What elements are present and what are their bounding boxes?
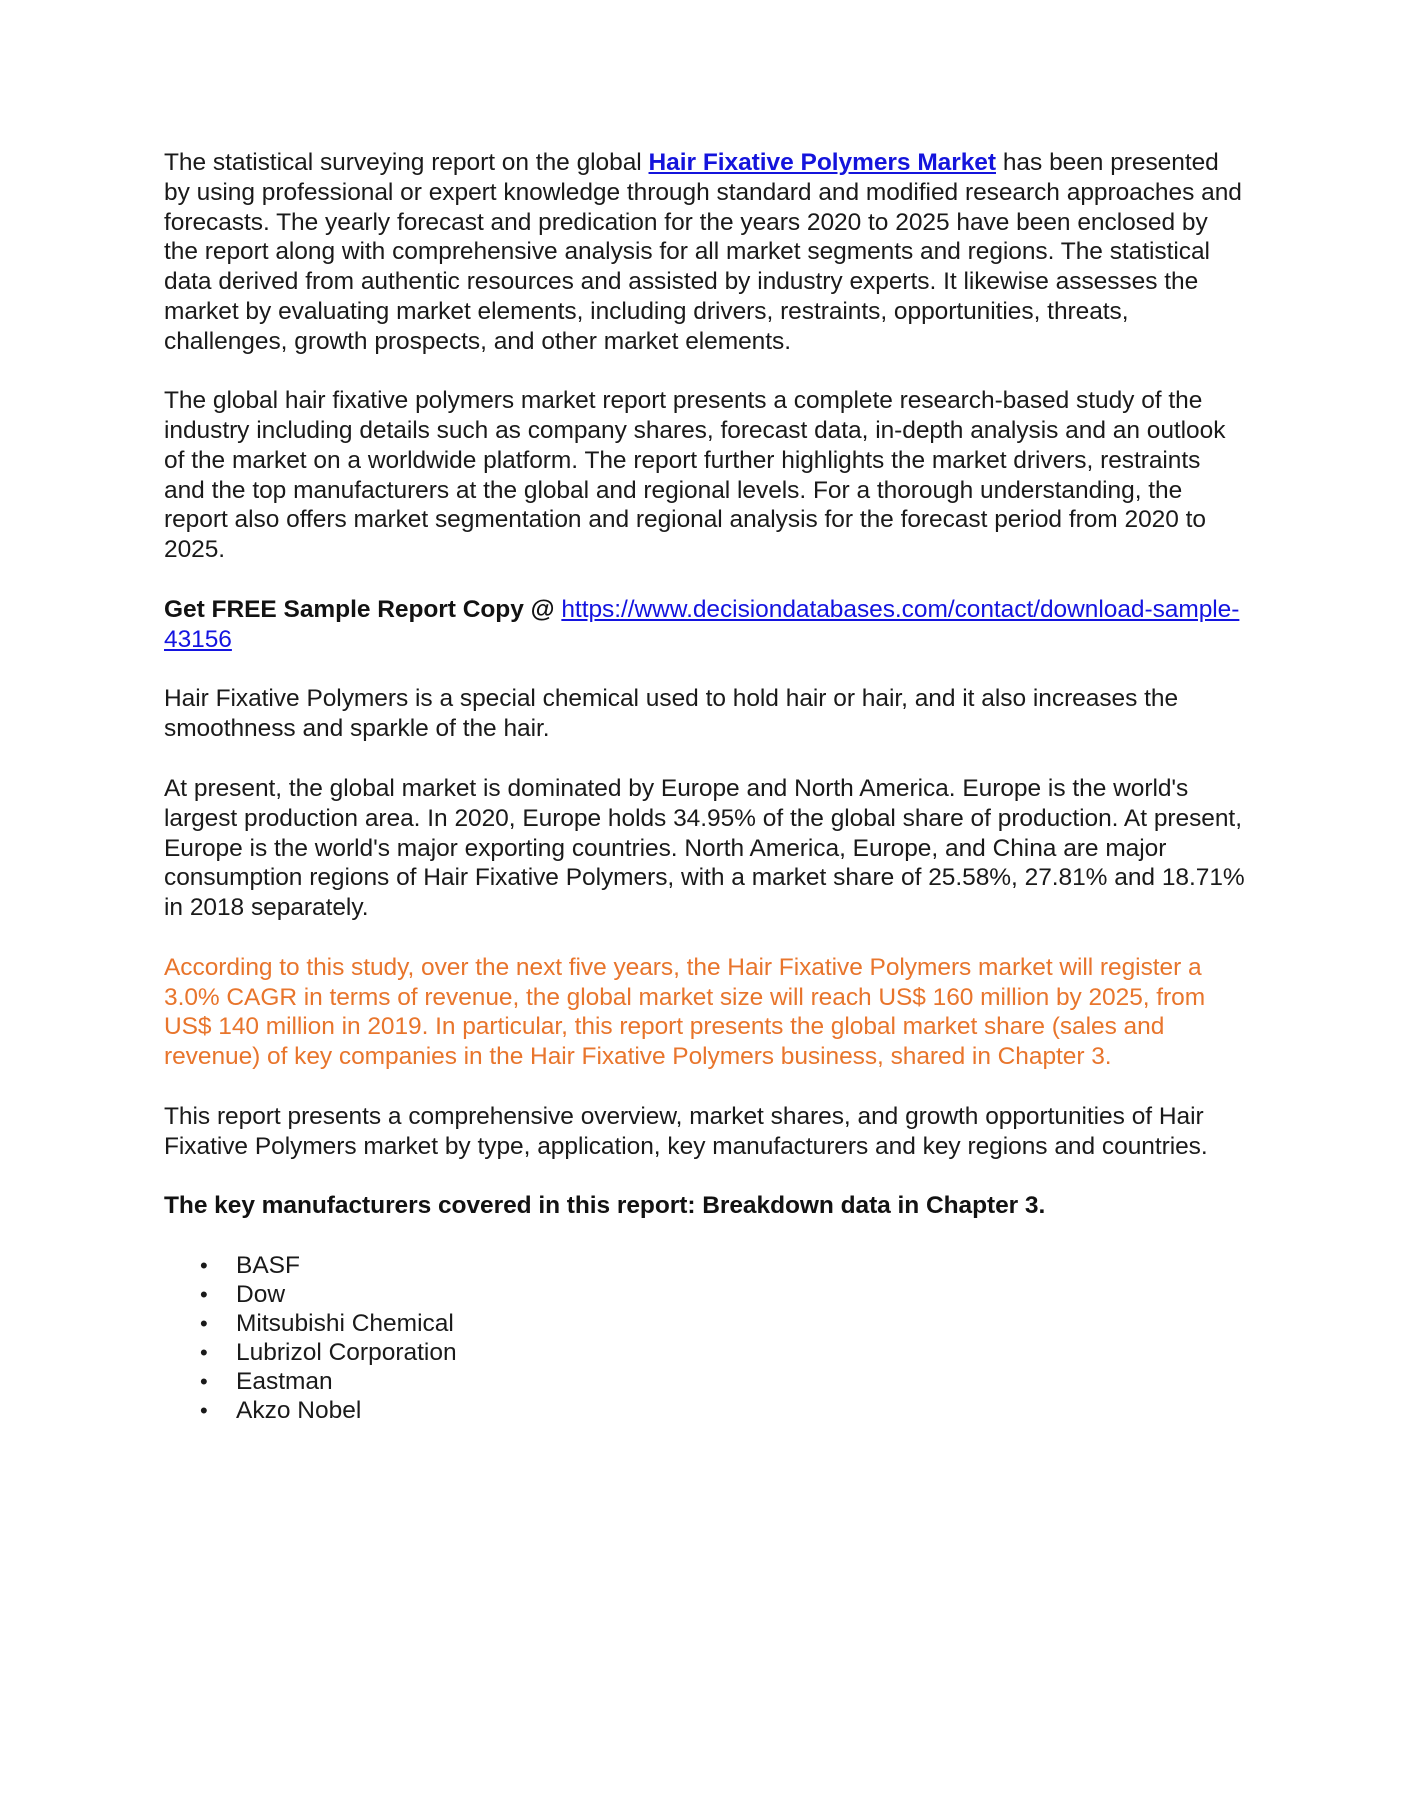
paragraph-highlight-forecast: According to this study, over the next five years, the Hair Fixative Polymers market will register a 3.0% CAGR in terms of revenue, the global market size will reach US$ 160 million by 2025, from US$ 140 million in 2019. In particular, this report presents the global market share (sales and revenue) of key companies in the Hair Fixative Polymers business, shared in Chapter 3.	[164, 953, 1206, 1071]
paragraph-regions: At present, the global market is dominated by Europe and North America. Europe is the world's largest production area. In 2020, Europe holds 34.95% of the global share of production. At present, Europe is the world's major exporting countries. North America, Europe, and China are major consumption regions of Hair Fixative Polymers, with a market share of 25.58%, 27.81% and 18.71% in 2018 separately.	[164, 775, 1245, 922]
sample-report-label: Get FREE Sample Report Copy @	[164, 595, 562, 623]
bullet-icon: •	[200, 1311, 208, 1337]
bullet-icon: •	[200, 1340, 208, 1366]
paragraph-scope: This report presents a comprehensive overview, market shares, and growth opportunities of Hair Fixative Polymers market by type, application, key manufacturers and key regions and countries.	[164, 1102, 1208, 1160]
paragraph-intro	[164, 148, 1246, 356]
paragraph-definition: Hair Fixative Polymers is a special chemical used to hold hair or hair, and it also increases the smoothness and sparkle of the hair.	[164, 685, 1179, 743]
sample-report-cta	[164, 595, 1246, 655]
key-manufacturers-heading: The key manufacturers covered in this report: Breakdown data in Chapter 3.	[164, 1192, 1046, 1220]
manufacturer-name: Dow	[236, 1281, 286, 1309]
bullet-icon: •	[200, 1398, 208, 1424]
bullet-icon: •	[200, 1253, 208, 1279]
manufacturer-name: BASF	[236, 1252, 300, 1280]
hair-fixative-polymers-market-link[interactable]: Hair Fixative Polymers Market	[648, 149, 996, 176]
manufacturer-name: Eastman	[236, 1368, 333, 1396]
download-sample-link[interactable]: https://www.decisiondatabases.com/contact/download-sample-43156	[164, 595, 1240, 653]
manufacturer-name: Lubrizol Corporation	[236, 1339, 457, 1367]
list-item	[200, 1338, 1246, 1367]
list-item	[200, 1251, 1246, 1280]
bullet-icon: •	[200, 1369, 208, 1395]
list-item	[200, 1396, 1246, 1425]
list-item	[200, 1367, 1246, 1396]
key-manufacturers-list	[164, 1251, 1246, 1425]
manufacturer-name: Akzo Nobel	[236, 1397, 362, 1425]
intro-text-before-link: The statistical surveying report on the global	[164, 149, 649, 176]
document-body	[164, 148, 1246, 1425]
list-item	[200, 1309, 1246, 1338]
manufacturer-name: Mitsubishi Chemical	[236, 1310, 454, 1338]
bullet-icon: •	[200, 1282, 208, 1308]
intro-text-after-link: has been presented by using professional or expert knowledge through standard and modified research approaches and forecasts. The yearly forecast and predication for the years 2020 to 2025 have been enclosed by the report along with comprehensive analysis for all market segments and regions. The statistical data derived from authentic resources and assisted by industry experts. It likewise assesses the market by evaluating market elements, including drivers, restraints, opportunities, threats, challenges, growth prospects, and other market elements.	[164, 149, 1242, 355]
paragraph-overview: The global hair fixative polymers market report presents a complete research-based study of the industry including details such as company shares, forecast data, in-depth analysis and an outlook of the market on a worldwide platform. The report further highlights the market drivers, restraints and the top manufacturers at the global and regional levels. For a thorough understanding, the report also offers market segmentation and regional analysis for the forecast period from 2020 to 2025.	[164, 387, 1226, 564]
list-item	[200, 1280, 1246, 1309]
